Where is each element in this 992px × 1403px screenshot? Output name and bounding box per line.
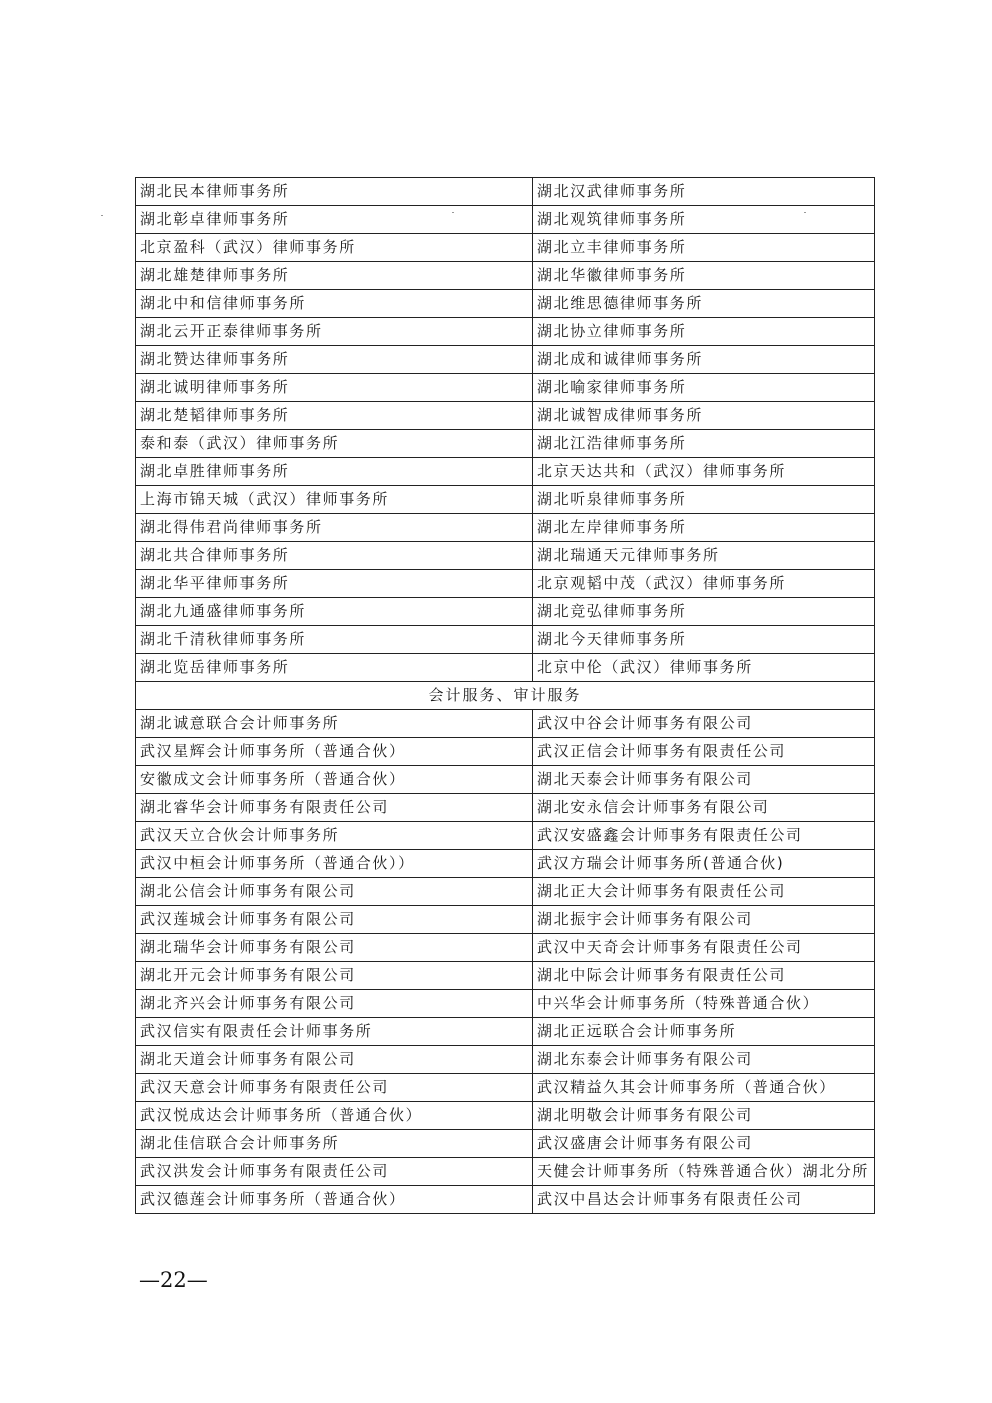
firm-list-table [135, 177, 875, 1214]
table-row [136, 206, 875, 234]
firm-name-right: 湖北成和诚律师事务所 [533, 346, 875, 374]
firm-name-right: 湖北协立律师事务所 [533, 318, 875, 346]
table-row [136, 346, 875, 374]
table-row [136, 1130, 875, 1158]
section-heading-row [136, 682, 875, 710]
firm-name-left: 湖北千清秋律师事务所 [136, 626, 533, 654]
firm-name-right: 湖北汉武律师事务所 [533, 178, 875, 206]
firm-name-left: 北京盈科（武汉）律师事务所 [136, 234, 533, 262]
firm-name-left: 湖北开元会计师事务有限公司 [136, 962, 533, 990]
firm-name-left: 湖北诚明律师事务所 [136, 374, 533, 402]
table-row [136, 626, 875, 654]
firm-name-left: 武汉中桓会计师事务所（普通合伙）） [136, 850, 533, 878]
firm-name-left: 武汉信实有限责任会计师事务所 [136, 1018, 533, 1046]
firm-name-left: 湖北览岳律师事务所 [136, 654, 533, 682]
firm-name-right: 湖北今天律师事务所 [533, 626, 875, 654]
table-row [136, 458, 875, 486]
table-row [136, 1186, 875, 1214]
firm-name-left: 湖北彰卓律师事务所 [136, 206, 533, 234]
firm-name-right: 湖北江浩律师事务所 [533, 430, 875, 458]
table-row [136, 598, 875, 626]
firm-name-right: 湖北诚智成律师事务所 [533, 402, 875, 430]
accounting-firms-section [136, 710, 875, 1214]
firm-name-left: 湖北华平律师事务所 [136, 570, 533, 598]
table-row [136, 1018, 875, 1046]
table-row [136, 262, 875, 290]
firm-name-left: 湖北共合律师事务所 [136, 542, 533, 570]
firm-name-right: 中兴华会计师事务所（特殊普通合伙） [533, 990, 875, 1018]
firm-name-left: 湖北云开正泰律师事务所 [136, 318, 533, 346]
firm-name-left: 湖北佳信联合会计师事务所 [136, 1130, 533, 1158]
firm-name-right: 湖北正大会计师事务有限责任公司 [533, 878, 875, 906]
firm-name-right: 武汉盛唐会计师事务有限公司 [533, 1130, 875, 1158]
firm-name-right: 湖北竞弘律师事务所 [533, 598, 875, 626]
scan-speck [101, 215, 103, 216]
firm-name-right: 湖北立丰律师事务所 [533, 234, 875, 262]
table-row [136, 542, 875, 570]
firm-name-left: 湖北赞达律师事务所 [136, 346, 533, 374]
firm-name-right: 湖北中际会计师事务有限责任公司 [533, 962, 875, 990]
firm-name-right: 湖北左岸律师事务所 [533, 514, 875, 542]
firm-name-left: 湖北九通盛律师事务所 [136, 598, 533, 626]
firm-name-left: 武汉星辉会计师事务所（普通合伙） [136, 738, 533, 766]
table-row [136, 1158, 875, 1186]
table-row [136, 822, 875, 850]
table-row [136, 234, 875, 262]
table-row [136, 990, 875, 1018]
firm-name-right: 武汉精益久其会计师事务所（普通合伙） [533, 1074, 875, 1102]
firm-name-left: 湖北雄楚律师事务所 [136, 262, 533, 290]
firm-name-right: 湖北维思德律师事务所 [533, 290, 875, 318]
firm-name-left: 湖北中和信律师事务所 [136, 290, 533, 318]
firm-name-left: 湖北诚意联合会计师事务所 [136, 710, 533, 738]
table-row [136, 290, 875, 318]
firm-name-left: 武汉德莲会计师事务所（普通合伙） [136, 1186, 533, 1214]
firm-name-left: 武汉天立合伙会计师事务所 [136, 822, 533, 850]
table-row [136, 1046, 875, 1074]
firm-name-right: 武汉中天奇会计师事务有限责任公司 [533, 934, 875, 962]
table-row [136, 738, 875, 766]
table-row [136, 710, 875, 738]
firm-name-right: 湖北华徽律师事务所 [533, 262, 875, 290]
table-row [136, 906, 875, 934]
firm-name-right: 湖北瑞通天元律师事务所 [533, 542, 875, 570]
firm-name-left: 湖北得伟君尚律师事务所 [136, 514, 533, 542]
firm-name-right: 湖北东泰会计师事务有限公司 [533, 1046, 875, 1074]
firm-name-left: 武汉洪发会计师事务有限责任公司 [136, 1158, 533, 1186]
firm-name-right: 湖北振宇会计师事务有限公司 [533, 906, 875, 934]
table-row [136, 486, 875, 514]
firm-name-left: 安徽成文会计师事务所（普通合伙） [136, 766, 533, 794]
table-row [136, 318, 875, 346]
table-row [136, 654, 875, 682]
section-heading: 会计服务、审计服务 [136, 682, 875, 710]
firm-name-left: 湖北睿华会计师事务有限责任公司 [136, 794, 533, 822]
table-row [136, 178, 875, 206]
firm-name-left: 湖北卓胜律师事务所 [136, 458, 533, 486]
firm-name-left: 湖北公信会计师事务有限公司 [136, 878, 533, 906]
firm-name-right: 武汉安盛鑫会计师事务有限责任公司 [533, 822, 875, 850]
accounting-heading-section [136, 682, 875, 710]
firm-name-left: 湖北瑞华会计师事务有限公司 [136, 934, 533, 962]
lawyer-firms-section [136, 178, 875, 682]
firm-name-right: 北京观韬中茂（武汉）律师事务所 [533, 570, 875, 598]
firm-name-right: 湖北安永信会计师事务有限公司 [533, 794, 875, 822]
firm-name-left: 湖北齐兴会计师事务有限公司 [136, 990, 533, 1018]
firm-name-right: 武汉正信会计师事务有限责任公司 [533, 738, 875, 766]
firm-name-right: 湖北正远联合会计师事务所 [533, 1018, 875, 1046]
firm-name-left: 武汉莲城会计师事务有限公司 [136, 906, 533, 934]
table-row [136, 430, 875, 458]
firm-name-left: 湖北民本律师事务所 [136, 178, 533, 206]
firm-name-right: 天健会计师事务所（特殊普通合伙）湖北分所 [533, 1158, 875, 1186]
firm-name-right: 武汉中昌达会计师事务有限责任公司 [533, 1186, 875, 1214]
table-row [136, 878, 875, 906]
firm-name-right: 湖北喻家律师事务所 [533, 374, 875, 402]
table-row [136, 962, 875, 990]
firm-name-right: 湖北听泉律师事务所 [533, 486, 875, 514]
firm-name-left: 武汉天意会计师事务有限责任公司 [136, 1074, 533, 1102]
firm-name-right: 湖北观筑律师事务所 [533, 206, 875, 234]
table-row [136, 402, 875, 430]
table-row [136, 514, 875, 542]
firm-name-right: 湖北明敬会计师事务有限公司 [533, 1102, 875, 1130]
firm-name-right: 武汉方瑞会计师事务所(普通合伙) [533, 850, 875, 878]
table-row [136, 1074, 875, 1102]
table-row [136, 850, 875, 878]
table-row [136, 1102, 875, 1130]
page-number: —22— [139, 1268, 208, 1292]
firm-name-right: 武汉中谷会计师事务有限公司 [533, 710, 875, 738]
table-row [136, 794, 875, 822]
firm-name-right: 湖北天泰会计师事务有限公司 [533, 766, 875, 794]
firm-name-left: 湖北楚韬律师事务所 [136, 402, 533, 430]
firm-name-left: 上海市锦天城（武汉）律师事务所 [136, 486, 533, 514]
firm-name-right: 北京天达共和（武汉）律师事务所 [533, 458, 875, 486]
firm-name-left: 泰和泰（武汉）律师事务所 [136, 430, 533, 458]
table-row [136, 374, 875, 402]
firm-name-left: 湖北天道会计师事务有限公司 [136, 1046, 533, 1074]
table-row [136, 934, 875, 962]
table-row [136, 766, 875, 794]
table-row [136, 570, 875, 598]
firm-name-right: 北京中伦（武汉）律师事务所 [533, 654, 875, 682]
firm-name-left: 武汉悦成达会计师事务所（普通合伙） [136, 1102, 533, 1130]
